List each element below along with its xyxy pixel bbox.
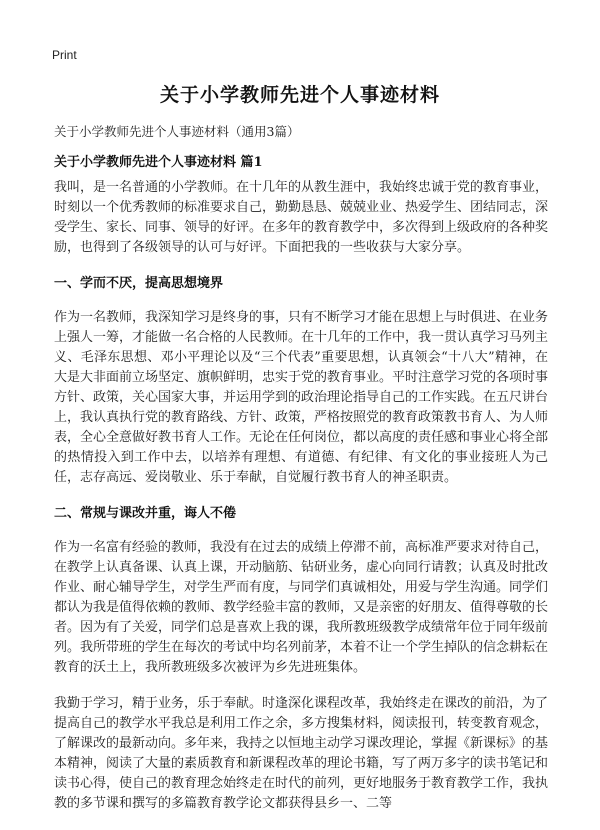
- print-link[interactable]: Print: [52, 48, 77, 62]
- intro-paragraph: 我叫，是一名普通的小学教师。在十几年的从教生涯中，我始终忠诚于党的教育事业，时刻以一个优秀教师的标准要求自己，勤勤恳恳、兢兢业业、热爱学生、团结同志，深受学生、家长、同事、领导的好评。在多年的教育教学中，多次得到上级政府的各种奖励，也得到了各级领导的认可与好评。下面把我的一些收获与大家分享。: [54, 180, 549, 255]
- subheading-study: 一、学而不厌，提高思想境界: [54, 276, 224, 291]
- paragraph-study: 作为一名教师，我深知学习是终身的事，只有不断学习才能在思想上与时俱进、在业务上强人一筹，才能做一名合格的人民教师。在十几年的工作中，我一贯认真学习马列主义、毛泽东思想、邓小平理论以及“三个代表”重要思想，认真领会“十八大”精神，在大是大非面前立场坚定、旗帜鲜明，忠实于党的教育事业。平时注意学习党的各项时事方针、政策，关心国家大事，并运用学到的政治理论指导自己的工作实践。在五尺讲台上，我认真执行党的教育路线、方针、政策，严格按照党的教育政策教书育人、为人师表，全心全意做好教书育人工作。无论在任何岗位，都以高度的责任感和事业心将全部的热情投入到工作中去，以培养有理想、有道德、有纪律、有文化的事业接班人为己任，志存高远、爱岗敬业、乐于奉献，自觉履行教书育人的神圣职责。: [54, 310, 549, 485]
- paragraph-teaching: 作为一名富有经验的教师，我没有在过去的成绩上停滞不前，高标准严要求对待自己，在教学上认真备课、认真上课，开动脑筋、钻研业务，虚心向同行请教；认真及时批改作业、耐心辅导学生，对学生严而有度，与同学们真诚相处，用爱与学生沟通。同学们都认为我是值得依赖的教师、教学经验丰富的教师，又是亲密的好朋友、值得尊敬的长者。因为有了关爱，同学们总是喜欢上我的课，我所教班级教学成绩常年位于同年级前列。我所带班的学生在每次的考试中均名列前茅，本着不让一个学生掉队的信念耕耘在教育的沃土上，我所教班级多次被评为乡先进班集体。: [54, 540, 549, 675]
- page-title: 关于小学教师先进个人事迹材料: [159, 84, 440, 106]
- paragraph-reform: 我勤于学习，精于业务，乐于奉献。时逢深化课程改革，我始终走在课改的前沿，为了提高自己的教学水平我总是利用工作之余，多方搜集材料，阅读报刊，转变教育观念，了解课改的最新动向。多年来，我持之以恒地主动学习课改理论，掌握《新课标》的基本精神，阅读了大量的素质教育和新课程改革的理论书籍，写了两万多字的读书笔记和读书心得，使自己的教育理念始终走在时代的前列，更好地服务于教育教学工作，我执教的多节课和撰写的多篇教育教学论文都获得县乡一、二等: [54, 696, 549, 811]
- section-heading: 关于小学教师先进个人事迹材料 篇1: [54, 155, 263, 170]
- document-subtitle: 关于小学教师先进个人事迹材料（通用3篇）: [54, 124, 300, 139]
- article-body: [54, 178, 548, 830]
- subheading-routine-reform: 二、常规与课改并重，诲人不倦: [54, 506, 237, 521]
